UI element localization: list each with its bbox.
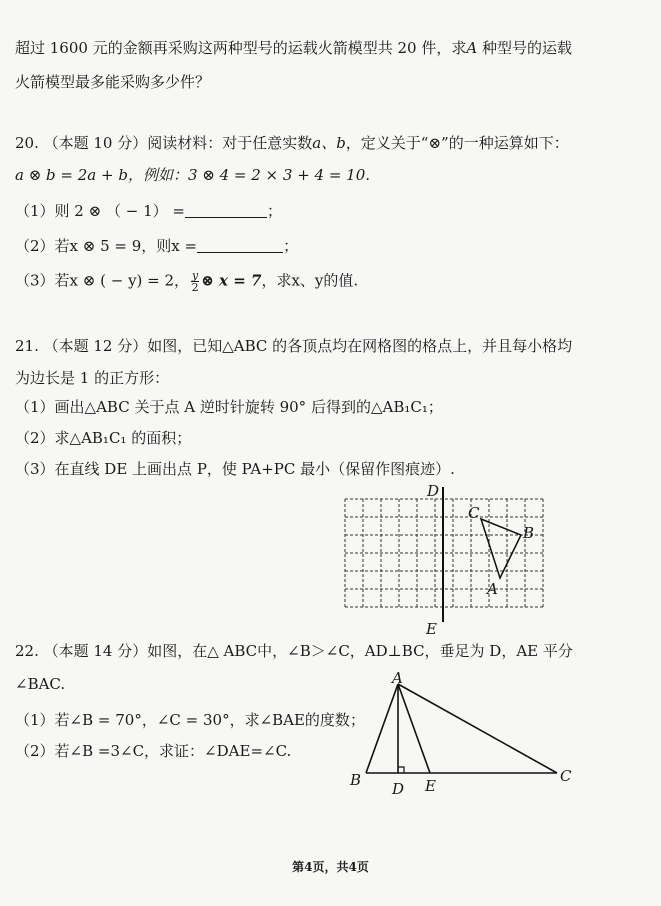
q21-part-3: （3）在直线 DE 上画出点 P，使 PA+PC 最小（保留作图痕迹）.	[15, 460, 455, 478]
q20-part-3: （3）若x ⊗ ( − y) = 2， $\frac{y}{2}$ ⊗ x = 7，求x、y的值.	[15, 269, 359, 294]
q19-line-2: 火箭模型最多能采购多少件？	[15, 73, 211, 91]
q20-header: 20. （本题 10 分）阅读材料：对于任意实数a、b，定义关于“⊗”的一种运算如下：	[15, 134, 569, 152]
answer-blank[interactable]	[197, 237, 283, 253]
label-C: C	[560, 767, 572, 785]
q22-triangle-figure	[340, 665, 585, 800]
label-D: D	[427, 482, 440, 500]
q20-definition: a ⊗ b = 2a + b，例如：3 ⊗ 4 = 2 × 3 + 4 = 10.	[15, 166, 371, 184]
label-C: C	[468, 504, 480, 522]
answer-blank[interactable]	[185, 202, 267, 218]
label-B: B	[350, 771, 362, 789]
triangle-ABC	[481, 519, 521, 578]
q21-part-2: （2）求△AB₁C₁ 的面积；	[15, 429, 192, 447]
label-D: D	[392, 780, 405, 798]
label-A: A	[392, 669, 403, 687]
side-AB	[366, 684, 398, 773]
q22-part-2: （2）若∠B =3∠C，求证：∠DAE=∠C.	[15, 742, 292, 760]
q21-header-1: 21. （本题 12 分）如图，已知△ABC 的各顶点均在网格图的格点上，并且每小格均	[15, 337, 573, 355]
q21-header-2: 为边长是 1 的正方形：	[15, 369, 170, 387]
label-A: A	[487, 580, 498, 598]
side-AC	[398, 684, 557, 773]
q22-part-1: （1）若∠B = 70°，∠C = 30°，求∠BAE的度数；	[15, 711, 365, 729]
label-B: B	[523, 524, 535, 542]
bisector-AE	[398, 684, 430, 773]
q20-part-2: （2）若x ⊗ 5 = 9，则x = ；	[15, 237, 299, 255]
q21-part-1: （1）画出△ABC 关于点 A 逆时针旋转 90° 后得到的△AB₁C₁；	[15, 398, 443, 416]
q21-grid-figure	[330, 478, 560, 643]
label-E: E	[426, 620, 437, 638]
page-footer: 第4页，共4页	[292, 860, 369, 874]
q22-header-1: 22. （本题 14 分）如图，在△ ABC中，∠B＞∠C，AD⊥BC，垂足为 D，AE 平分	[15, 642, 573, 660]
right-angle-mark	[398, 767, 404, 773]
q19-line-1: 超过 1600 元的金额再采购这两种型号的运载火箭模型共 20 件，求A 种型号的运载	[15, 39, 572, 57]
label-E: E	[425, 777, 436, 795]
q20-part-1: （1）则 2 ⊗ （ − 1） = ；	[15, 202, 282, 220]
q22-header-2: ∠BAC.	[15, 675, 66, 693]
fraction-y-over-2: $\frac{y}{2}$	[191, 269, 199, 294]
